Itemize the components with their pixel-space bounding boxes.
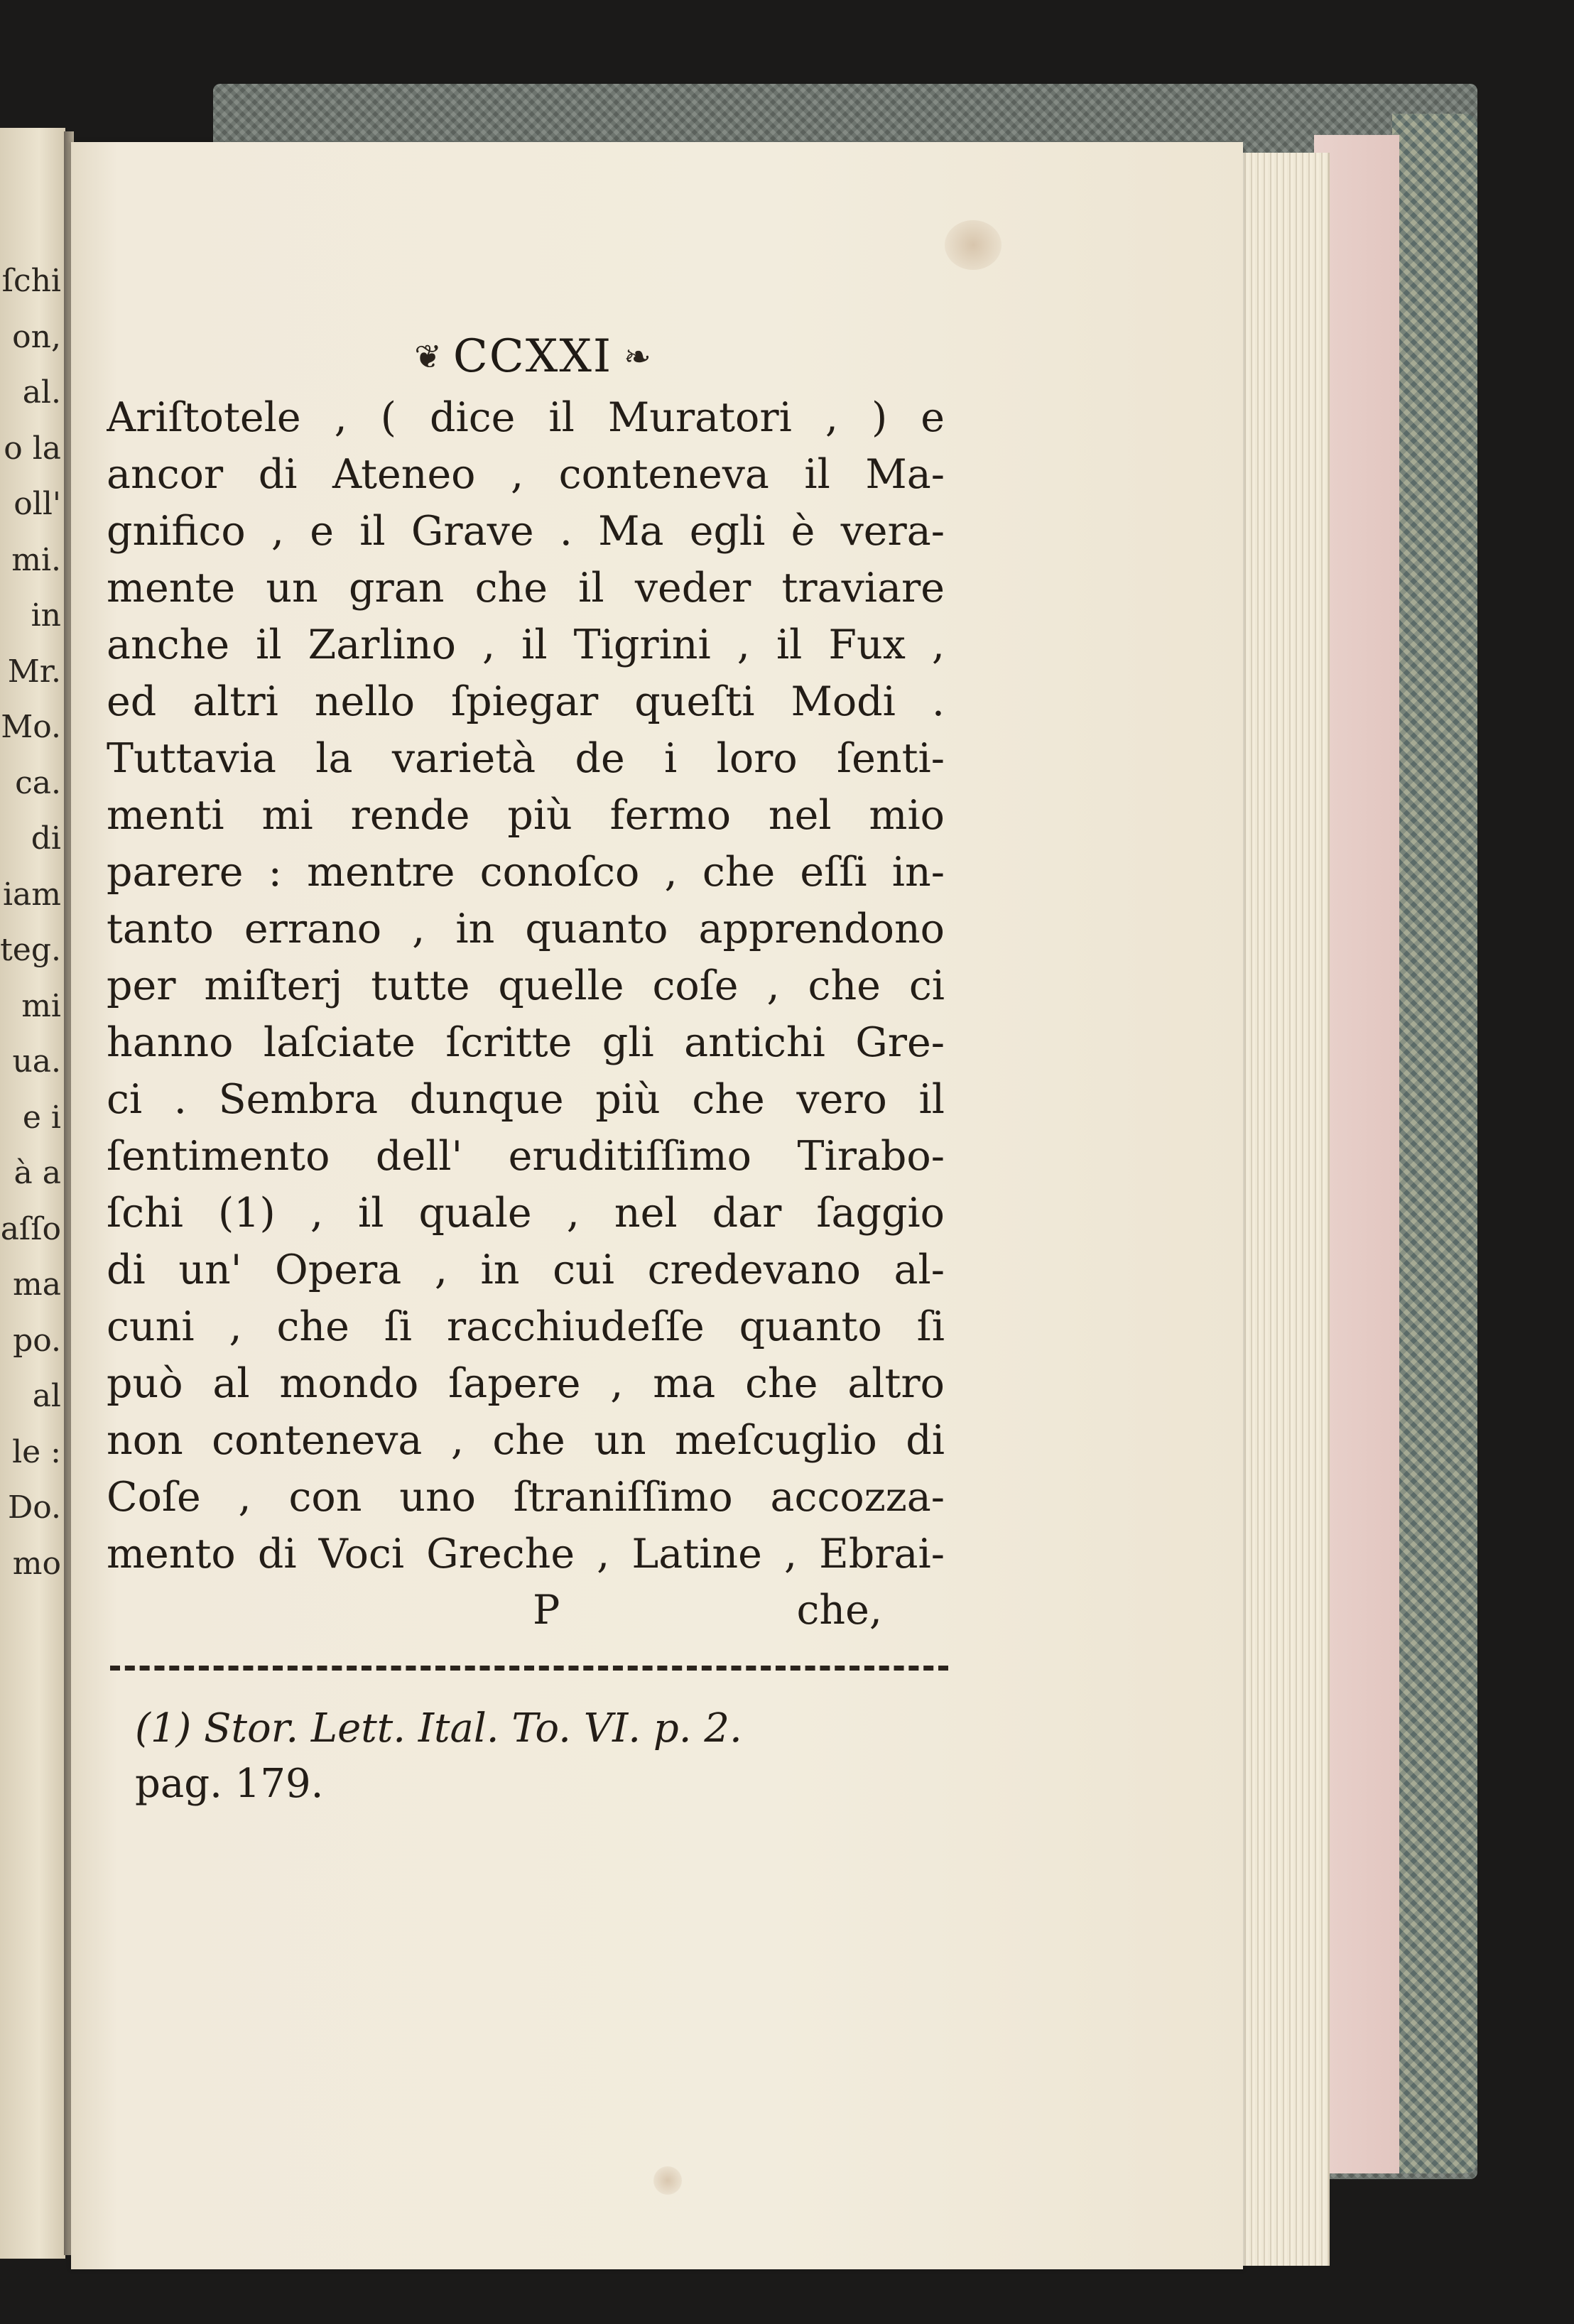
text-line: ſentimento dell' eruditiſſimo Tirabo-	[107, 1133, 945, 1180]
text-line: menti mi rende più fermo nel mio	[107, 792, 945, 839]
left-page-fragment	[0, 128, 65, 2259]
left-page-text-fragment: al.	[22, 374, 61, 411]
page-stack-edge	[1236, 153, 1330, 2266]
footnote-line: (1) Stor. Lett. Ital. To. VI. p. 2.	[135, 1705, 742, 1752]
footnote	[135, 1701, 952, 1812]
left-page-text-fragment: in	[31, 597, 61, 634]
left-page-text-fragment: e i	[22, 1099, 61, 1136]
left-page-text-fragment: mo	[12, 1545, 61, 1582]
footnote-rule	[110, 1666, 948, 1671]
running-header	[341, 328, 724, 385]
text-line: ſchi (1) , il quale , nel dar ſaggio	[107, 1190, 945, 1237]
text-line: cuni , che ſi racchiudeſſe quanto ſi	[107, 1303, 945, 1350]
left-page-text-fragment: mi	[21, 987, 61, 1024]
page-folio: CCXXI	[452, 330, 613, 383]
left-page-text-fragment: ſchi	[1, 263, 61, 299]
text-line: non conteneva , che un meſcuglio di	[107, 1417, 945, 1464]
left-page-text-fragment: al	[32, 1378, 61, 1414]
text-line: ancor di Ateneo , conteneva il Ma-	[107, 451, 945, 498]
text-line: tanto errano , in quanto apprendono	[107, 906, 945, 952]
left-page-text-fragment: ca.	[15, 764, 61, 801]
signature-line	[107, 1585, 945, 1635]
left-page-text-fragment: oll'	[13, 486, 61, 522]
foxing-spot	[945, 220, 1002, 270]
left-page-text-fragment: Mr.	[7, 653, 61, 690]
left-page-text-fragment: iam	[2, 876, 61, 913]
text-line: ed altri nello ſpiegar queſti Modi .	[107, 678, 945, 725]
left-page-text-fragment: ma	[13, 1266, 61, 1303]
left-page-text-fragment: o la	[4, 430, 61, 467]
footnote-line: pag. 179.	[135, 1761, 324, 1807]
text-line: hanno laſciate ſcritte gli antichi Gre-	[107, 1019, 945, 1066]
text-line: mente un gran che il veder traviare	[107, 565, 945, 612]
text-line: gnifico , e il Grave . Ma egli è vera-	[107, 508, 945, 555]
fleuron-left-icon: ❦	[414, 337, 442, 376]
left-page-text-fragment: aſſo	[0, 1210, 61, 1247]
body-text	[107, 389, 945, 1582]
text-line: Tuttavia la varietà de i loro ſenti-	[107, 735, 945, 782]
left-page-text-fragment: po.	[13, 1322, 61, 1359]
text-line: anche il Zarlino , il Tigrini , il Fux ,	[107, 621, 945, 668]
text-line: per miſterj tutte quelle coſe , che ci	[107, 962, 945, 1009]
signature-mark: P	[533, 1587, 560, 1634]
text-line: Coſe , con uno ſtraniſſimo accozza-	[107, 1474, 945, 1521]
left-page-text-fragment: di	[31, 820, 61, 857]
left-page-text-fragment: Mo.	[1, 709, 61, 745]
left-page-text-fragment: Do.	[8, 1489, 61, 1526]
left-page-text-fragment: à a	[13, 1155, 61, 1191]
left-page-text-fragment: le :	[12, 1433, 61, 1470]
text-line: di un' Opera , in cui credevano al-	[107, 1247, 945, 1293]
text-line: parere : mentre conoſco , che eſſi in-	[107, 849, 945, 896]
cover-edge	[1392, 114, 1477, 2173]
text-line: ci . Sembra dunque più che vero il	[107, 1076, 945, 1123]
left-page-text-fragment: mi.	[11, 541, 61, 578]
catchword: che,	[796, 1587, 882, 1634]
left-page-text-fragment: on,	[12, 318, 61, 355]
left-page-text-fragment: teg.	[0, 932, 61, 968]
fleuron-right-icon: ❧	[624, 337, 651, 376]
foxing-spot	[653, 2166, 682, 2195]
text-line: può al mondo ſapere , ma che altro	[107, 1360, 945, 1407]
text-line: Ariſtotele , ( dice il Muratori , ) e	[107, 394, 945, 441]
left-page-text-fragment: ua.	[12, 1043, 61, 1080]
text-line: mento di Voci Greche , Latine , Ebrai-	[107, 1531, 945, 1578]
